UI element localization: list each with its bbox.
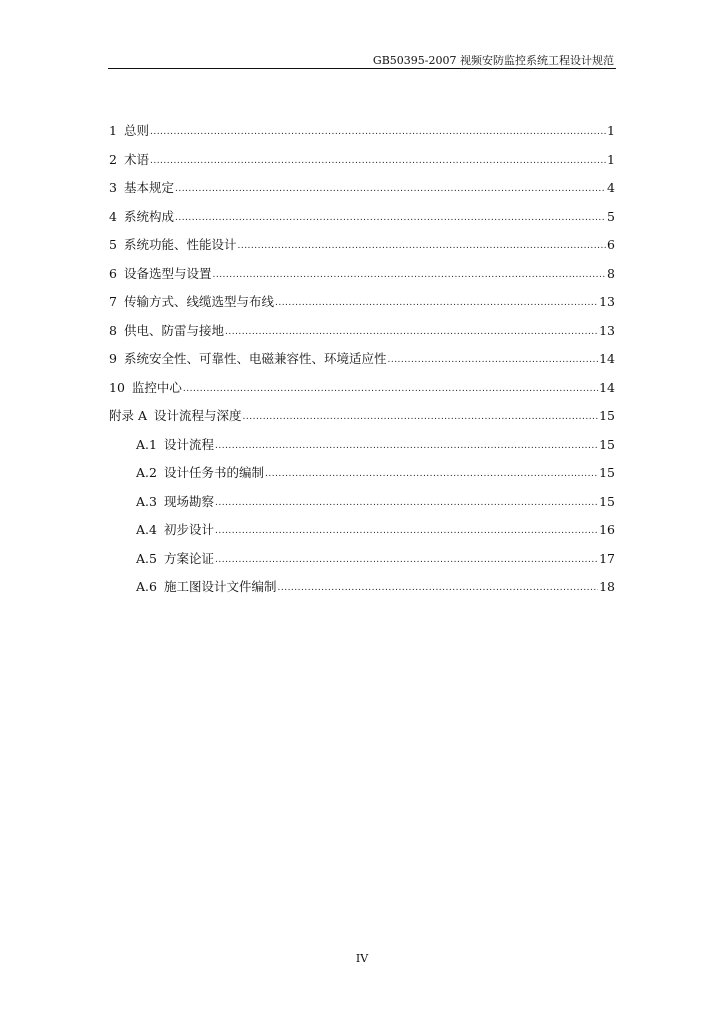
- running-header: GB50395-2007 视频安防监控系统工程设计规范: [372, 54, 614, 67]
- toc-entry-page: 13: [599, 294, 615, 309]
- toc-entry-9[interactable]: [109, 349, 615, 378]
- toc-entry-page: 14: [599, 351, 615, 366]
- toc-entry-number: 附录 A: [109, 408, 148, 423]
- toc-dot-leader: [237, 241, 606, 251]
- toc-entry-number: A.2: [136, 465, 157, 480]
- toc-entry-7[interactable]: [109, 292, 615, 321]
- toc-dot-leader: [215, 441, 598, 451]
- toc-entry-number: 5: [109, 237, 117, 252]
- toc-entry-title: 设计流程: [163, 436, 214, 452]
- toc-entry-number: 10: [109, 379, 125, 395]
- toc-entry-number: 7: [109, 294, 117, 309]
- toc-entry-number: 3: [109, 180, 117, 195]
- toc-entry-number: 9: [109, 351, 117, 366]
- toc-dot-leader: [215, 498, 598, 508]
- toc-entry-page: 8: [607, 265, 615, 281]
- toc-entry-a4[interactable]: [109, 520, 615, 549]
- toc-entry-title: 基本规定: [123, 180, 174, 195]
- toc-dot-leader: [387, 355, 598, 365]
- toc-dot-leader: [175, 184, 606, 194]
- toc-entry-title: 系统功能、性能设计: [123, 237, 237, 252]
- toc-entry-title: 设备选型与设置: [123, 265, 212, 281]
- toc-entry-a3[interactable]: [109, 492, 615, 521]
- toc-entry-a6[interactable]: [109, 577, 615, 606]
- toc-entry-title: 设计任务书的编制: [163, 465, 264, 480]
- toc-entry-title: 方案论证: [163, 550, 214, 566]
- toc-entry-page: 15: [599, 493, 615, 509]
- toc-entry-8[interactable]: [109, 321, 615, 350]
- toc-entry-page: 4: [607, 180, 615, 195]
- toc-entry-title: 系统构成: [123, 208, 174, 224]
- toc-entry-page: 6: [607, 237, 615, 252]
- toc-entry-1[interactable]: [109, 121, 615, 150]
- toc-entry-page: 1: [607, 151, 615, 167]
- toc-dot-leader: [243, 412, 599, 422]
- toc-entry-title: 总则: [123, 123, 149, 138]
- toc-dot-leader: [215, 526, 598, 536]
- toc-entry-page: 5: [607, 208, 615, 224]
- toc-dot-leader: [265, 469, 598, 479]
- toc-dot-leader: [277, 583, 598, 593]
- toc-entry-number: A.6: [136, 579, 157, 594]
- toc-entry-title: 设计流程与深度: [154, 408, 242, 423]
- toc-entry-a2[interactable]: [109, 463, 615, 492]
- toc-entry-2[interactable]: [109, 150, 615, 179]
- toc-entry-a5[interactable]: [109, 549, 615, 578]
- toc-entry-page: 17: [599, 550, 615, 566]
- toc-entry-4[interactable]: [109, 207, 615, 236]
- toc-dot-leader: [225, 327, 598, 337]
- toc-entry-page: 15: [599, 408, 615, 423]
- toc-dot-leader: [150, 127, 606, 137]
- toc-entry-number: A.4: [136, 522, 157, 537]
- toc-entry-a1[interactable]: [109, 435, 615, 464]
- toc-entry-title: 施工图设计文件编制: [163, 579, 277, 594]
- toc-entry-6[interactable]: [109, 264, 615, 293]
- table-of-contents: [109, 121, 615, 606]
- toc-entry-number: A.1: [136, 436, 157, 452]
- toc-entry-title: 供电、防雷与接地: [123, 322, 224, 338]
- toc-dot-leader: [215, 555, 598, 565]
- toc-entry-3[interactable]: [109, 178, 615, 207]
- toc-entry-number: 6: [109, 265, 117, 281]
- toc-dot-leader: [175, 213, 606, 223]
- toc-entry-page: 1: [607, 123, 615, 138]
- toc-entry-number: 2: [109, 151, 117, 167]
- toc-entry-title: 系统安全性、可靠性、电磁兼容性、环境适应性: [123, 351, 387, 366]
- toc-dot-leader: [183, 384, 598, 394]
- toc-entry-title: 初步设计: [163, 522, 214, 537]
- toc-entry-title: 传输方式、线缆选型与布线: [123, 294, 274, 309]
- toc-entry-page: 18: [599, 579, 615, 594]
- toc-entry-10[interactable]: [109, 378, 615, 407]
- toc-entry-page: 15: [599, 465, 615, 480]
- page-number: IV: [355, 952, 369, 965]
- toc-dot-leader: [150, 156, 606, 166]
- toc-entry-title: 现场勘察: [163, 493, 214, 509]
- header-divider: [108, 68, 616, 69]
- toc-dot-leader: [212, 270, 606, 280]
- toc-entry-page: 14: [599, 379, 615, 395]
- toc-entry-number: 8: [109, 322, 117, 338]
- toc-entry-appendix-a[interactable]: [109, 406, 615, 435]
- toc-entry-page: 15: [599, 436, 615, 452]
- toc-entry-5[interactable]: [109, 235, 615, 264]
- toc-entry-title: 监控中心: [131, 379, 182, 395]
- toc-entry-number: A.3: [136, 493, 157, 509]
- toc-entry-number: A.5: [136, 550, 157, 566]
- toc-entry-page: 16: [599, 522, 615, 537]
- toc-entry-number: 1: [109, 123, 117, 138]
- toc-entry-page: 13: [599, 322, 615, 338]
- toc-dot-leader: [275, 298, 598, 308]
- toc-entry-title: 术语: [123, 151, 149, 167]
- toc-entry-number: 4: [109, 208, 117, 224]
